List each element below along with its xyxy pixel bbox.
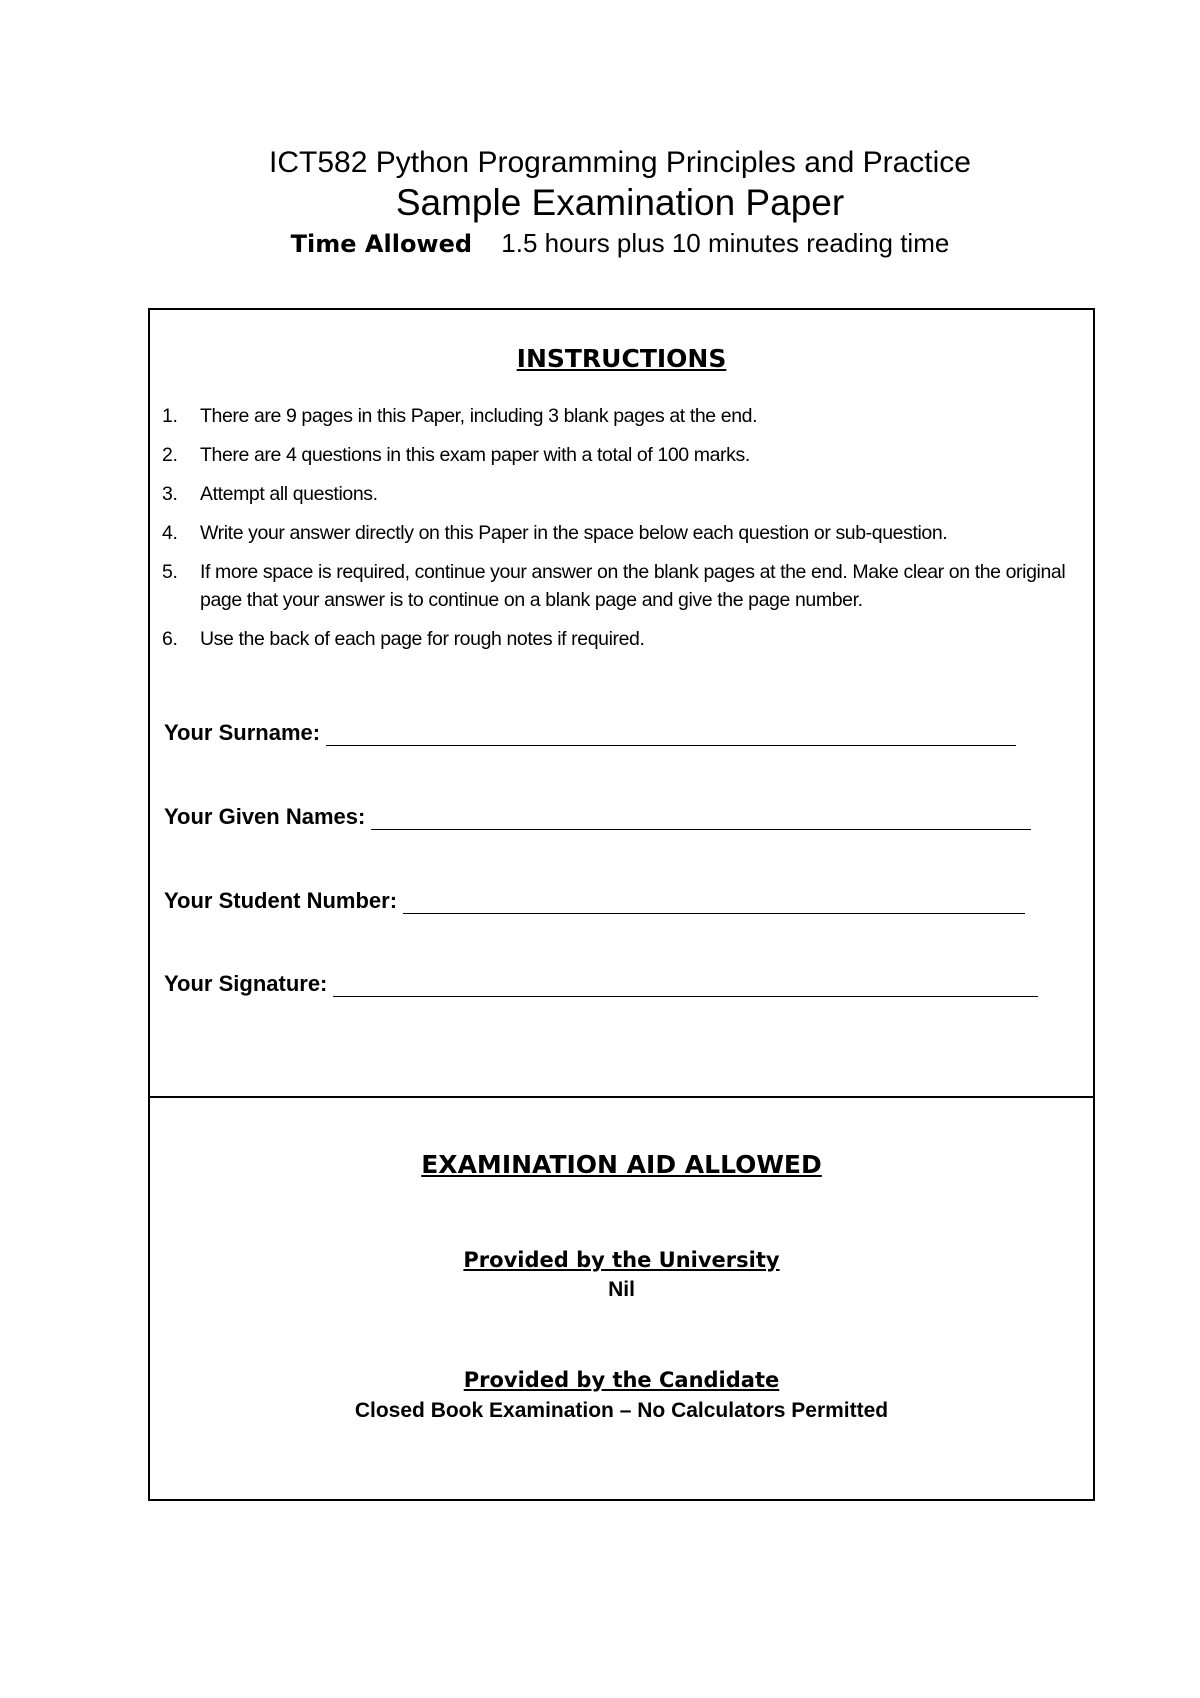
time-allowed-label: Time Allowed [290, 230, 473, 258]
instruction-item [162, 441, 1077, 469]
student-number-field [164, 888, 1025, 914]
exam-header [0, 145, 1200, 262]
signature-line[interactable] [333, 974, 1038, 997]
surname-label: Your Surname: [164, 720, 321, 745]
instruction-text: Write your answer directly on this Paper in the space below each question or sub-question. [200, 522, 948, 544]
instruction-text: Use the back of each page for rough notes if required. [200, 628, 645, 650]
time-allowed-row [0, 225, 1200, 262]
instruction-item [162, 558, 1077, 614]
instruction-number: 1. [162, 405, 178, 427]
instruction-number: 4. [162, 522, 178, 544]
instruction-text: Attempt all questions. [200, 483, 378, 505]
instruction-item [162, 480, 1077, 508]
instruction-item [162, 519, 1077, 547]
instructions-box [148, 308, 1095, 1098]
instruction-number: 3. [162, 483, 178, 505]
university-provided-value: Nil [608, 1278, 635, 1301]
instruction-number: 2. [162, 444, 178, 466]
student-number-line[interactable] [403, 891, 1025, 914]
examination-aid-box [148, 1096, 1095, 1501]
candidate-provided-label: Provided by the Candidate [463, 1368, 780, 1392]
examination-aid-heading: EXAMINATION AID ALLOWED [421, 1150, 822, 1179]
course-title: ICT582 Python Programming Principles and Practice [269, 146, 971, 179]
given-names-field [164, 804, 1031, 830]
instruction-item [162, 625, 1077, 653]
surname-field [164, 720, 1016, 746]
instruction-text: There are 4 questions in this exam paper with a total of 100 marks. [200, 444, 750, 466]
instruction-text: If more space is required, continue your answer on the blank pages at the end. Make clear on the original page that your answer is to continue on a blank page and give the page number. [200, 561, 1066, 611]
instruction-item [162, 402, 1077, 430]
surname-line[interactable] [326, 723, 1016, 746]
given-names-label: Your Given Names: [164, 804, 366, 829]
instruction-number: 6. [162, 628, 178, 650]
given-names-line[interactable] [371, 807, 1031, 830]
instructions-list [162, 402, 1077, 664]
signature-label: Your Signature: [164, 971, 328, 996]
student-number-label: Your Student Number: [164, 888, 398, 913]
signature-field [164, 971, 1038, 997]
paper-title: Sample Examination Paper [395, 182, 845, 223]
time-allowed-value: 1.5 hours plus 10 minutes reading time [501, 228, 950, 258]
candidate-provided-value: Closed Book Examination – No Calculators Permitted [354, 1399, 889, 1422]
instruction-number: 5. [162, 561, 178, 583]
university-provided-label: Provided by the University [463, 1248, 780, 1272]
instruction-text: There are 9 pages in this Paper, including 3 blank pages at the end. [200, 405, 758, 427]
instructions-heading: INSTRUCTIONS [516, 344, 727, 373]
